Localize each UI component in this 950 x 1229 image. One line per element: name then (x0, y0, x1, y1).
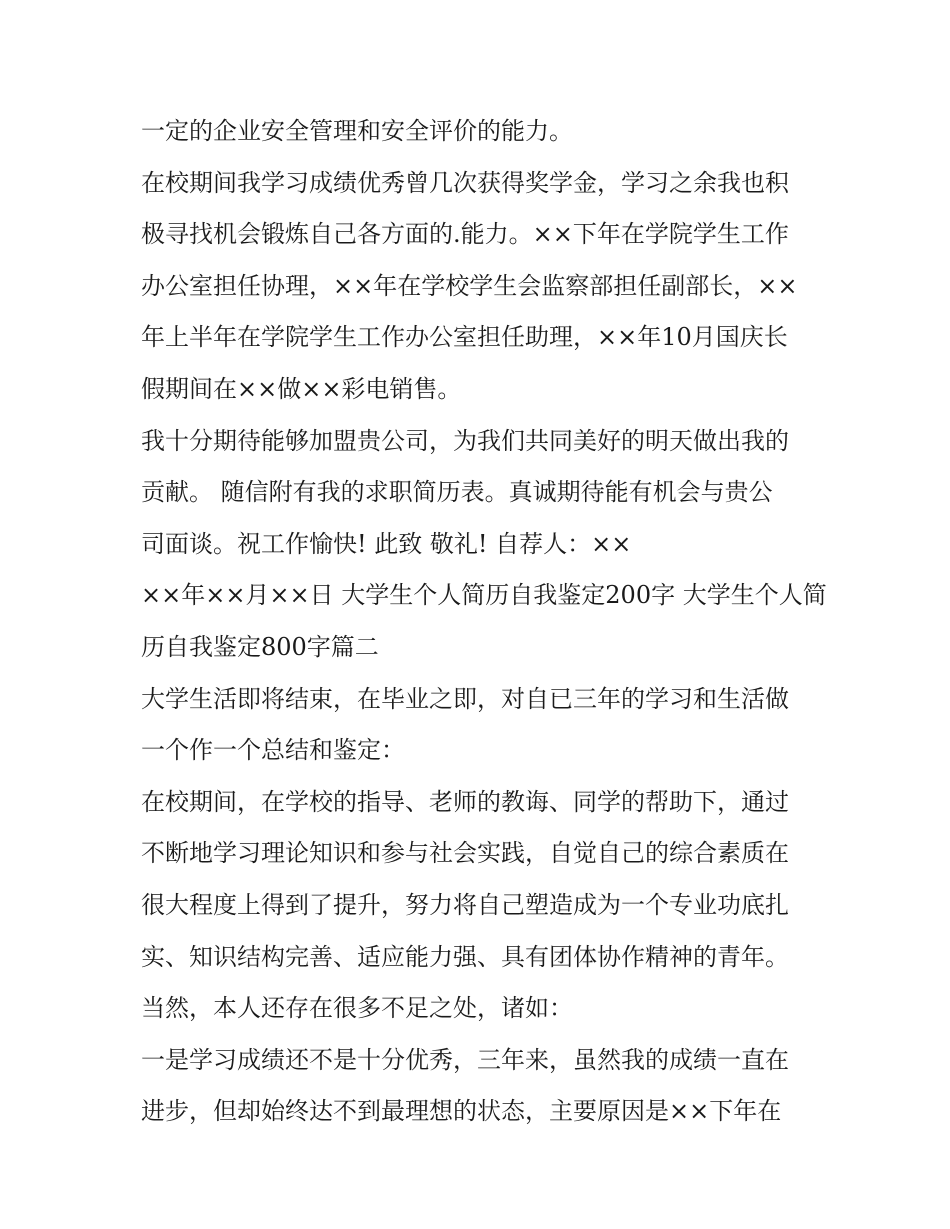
text-line: 大学生活即将结束，在毕业之即，对自已三年的学习和生活做 (141, 684, 789, 713)
text-line: 在校期间，在学校的指导、老师的教诲、同学的帮助下，通过 (141, 787, 789, 816)
document-body (141, 106, 827, 1138)
text-line: 很大程度上得到了提升，努力将自己塑造成为一个专业功底扎 (141, 890, 789, 919)
text-line: 实、知识结构完善、适应能力强、具有团体协作精神的青年。 (141, 942, 789, 971)
text-line: 一是学习成绩还不是十分优秀，三年来，虽然我的成绩一直在 (141, 1045, 789, 1074)
text-line: 极寻找机会锻炼自己各方面的.能力。××下年在学院学生工作 (141, 220, 789, 249)
text-line: 办公室担任协理，××年在学校学生会监察部担任副部长，×× (141, 271, 798, 300)
text-line: 当然，本人还存在很多不足之处，诸如： (141, 994, 573, 1023)
text-line: 历自我鉴定800字篇二 (141, 632, 379, 661)
text-line: 一定的企业安全管理和安全评价的能力。 (141, 117, 573, 145)
text-line: 我十分期待能够加盟贵公司，为我们共同美好的明天做出我的 (141, 426, 789, 455)
text-line: 在校期间我学习成绩优秀曾几次获得奖学金，学习之余我也积 (141, 168, 789, 197)
text-line: 假期间在××做××彩电销售。 (141, 374, 462, 403)
text-line: 司面谈。祝工作愉快! 此致 敬礼! 自荐人：×× (141, 529, 632, 558)
text-line: 贡献。 随信附有我的求职简历表。真诚期待能有机会与贵公 (141, 478, 773, 507)
text-line: 进步，但却始终达不到最理想的状态，主要原因是××下年在 (141, 1097, 782, 1126)
text-line: ××年××月××日 大学生个人简历自我鉴定200字 大学生个人简 (141, 581, 827, 610)
text-line: 年上半年在学院学生工作办公室担任助理，××年10月国庆长 (141, 323, 788, 352)
text-line: 一个作一个总结和鉴定： (141, 736, 405, 765)
text-line: 不断地学习理论知识和参与社会实践，自觉自己的综合素质在 (141, 839, 789, 868)
